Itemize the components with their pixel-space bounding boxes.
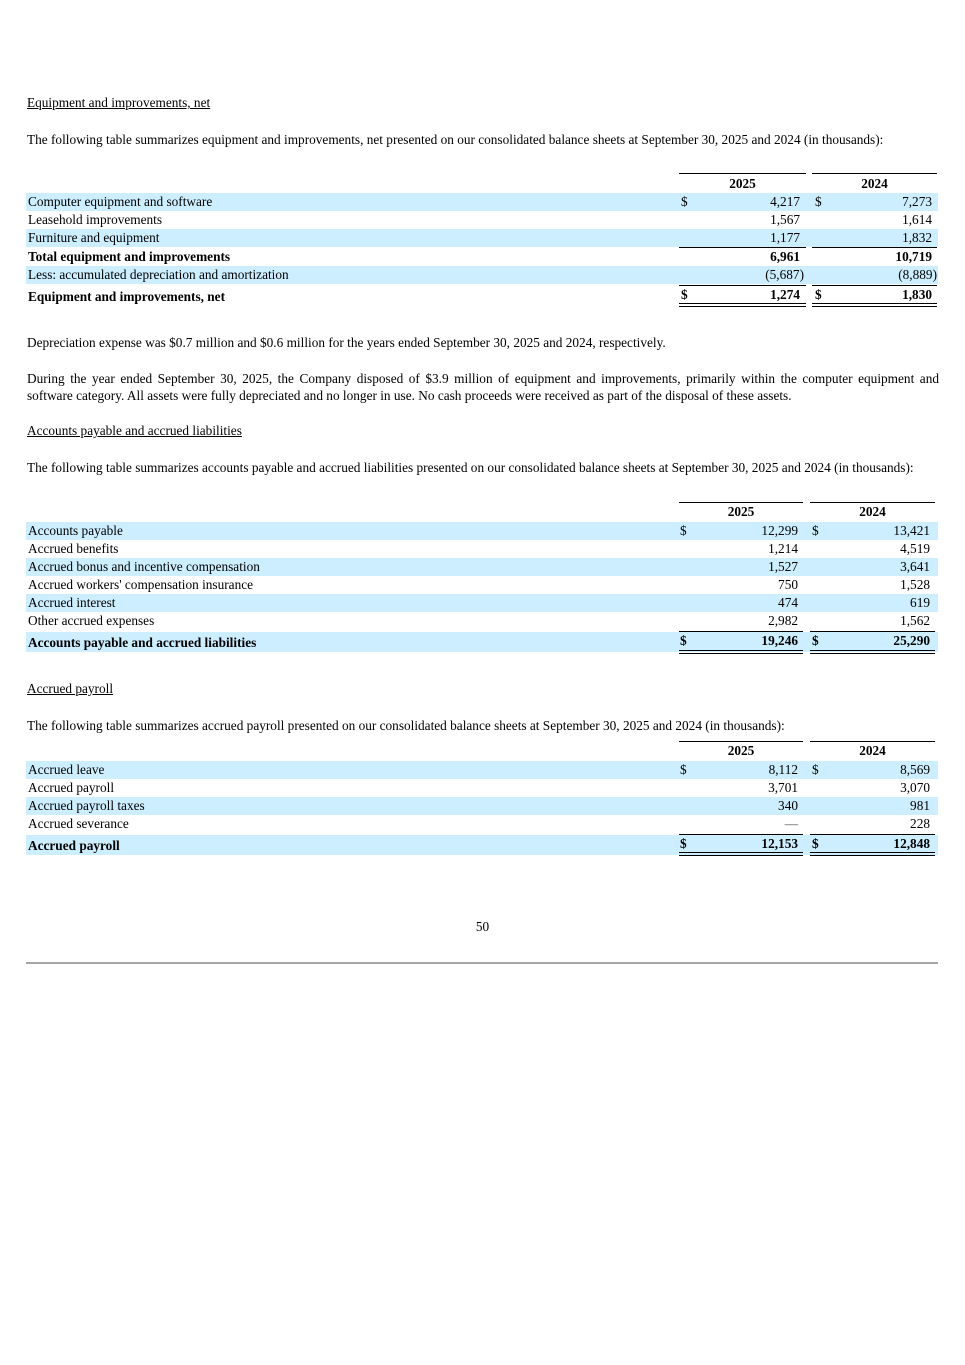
row-label: Total equipment and improvements bbox=[28, 249, 231, 264]
table-row bbox=[26, 612, 938, 630]
value-2024: 1,528 bbox=[900, 577, 930, 592]
value-2025: 12,299 bbox=[761, 523, 798, 538]
dollar-sign: $ bbox=[812, 836, 819, 851]
column-header-2025: 2025 bbox=[729, 176, 756, 191]
section-heading-equipment: Equipment and improvements, net bbox=[27, 95, 211, 110]
row-label: Accounts payable bbox=[28, 523, 123, 538]
row-label: Accrued leave bbox=[28, 762, 105, 777]
row-label: Equipment and improvements, net bbox=[28, 289, 226, 304]
value-2025: 6,961 bbox=[770, 249, 800, 264]
accounts-payable-intro-paragraph: The following table summarizes accounts payable and accrued liabilities presented on our consolidated balance sheets at September 30, 2025 and 2024 (in thousands): bbox=[27, 460, 914, 475]
value-2025: 1,177 bbox=[770, 230, 800, 245]
header-rule-2024 bbox=[812, 173, 937, 174]
row-label: Accrued payroll taxes bbox=[28, 798, 145, 813]
equipment-intro-paragraph: The following table summarizes equipment and improvements, net presented on our consolidated balance sheets at September 30, 2025 and 2024 (in thousands): bbox=[27, 132, 884, 147]
dollar-sign: $ bbox=[812, 762, 819, 777]
total-double-rule-2025 bbox=[679, 303, 806, 307]
header-rule-2024 bbox=[810, 502, 935, 503]
value-2024: 8,569 bbox=[900, 762, 930, 777]
dollar-sign: $ bbox=[680, 523, 687, 538]
value-2024: 1,832 bbox=[902, 230, 932, 245]
table-row bbox=[26, 815, 938, 833]
column-header-2024: 2024 bbox=[859, 743, 886, 758]
total-double-rule-2024 bbox=[812, 303, 937, 307]
dollar-sign: $ bbox=[681, 194, 688, 209]
row-label: Accrued interest bbox=[28, 595, 116, 610]
row-label: Furniture and equipment bbox=[28, 230, 160, 245]
value-2025: 474 bbox=[778, 595, 798, 610]
table-row bbox=[26, 761, 938, 779]
value-2025: 750 bbox=[778, 577, 798, 592]
column-header-2025: 2025 bbox=[727, 743, 755, 758]
total-double-rule-2025 bbox=[679, 650, 803, 654]
value-2024: 3,641 bbox=[900, 559, 930, 574]
accrued-payroll-intro-paragraph: The following table summarizes accrued payroll presented on our consolidated balance sheets at September 30, 2025 and 2024 (in thousands): bbox=[27, 718, 785, 733]
row-label: Accrued payroll bbox=[28, 838, 120, 853]
value-2024: 1,614 bbox=[902, 212, 932, 227]
value-2025: 2,982 bbox=[768, 613, 798, 628]
disposal-note: During the year ended September 30, 2025, the Company disposed of $3.9 million of equipment and improvements, primarily within the computer equipment and software category. All assets were fully depreciated and no longer in use. No cash proceeds were received as part of the disposal of these assets. bbox=[27, 371, 939, 403]
dollar-sign: $ bbox=[680, 836, 687, 851]
total-double-rule-2024 bbox=[810, 650, 935, 654]
table-row bbox=[26, 779, 938, 797]
table-row bbox=[26, 594, 938, 612]
dollar-sign: $ bbox=[680, 762, 687, 777]
value-2024: 619 bbox=[910, 595, 930, 610]
dollar-sign: $ bbox=[681, 287, 688, 302]
table-row bbox=[26, 576, 938, 594]
row-label: Accrued payroll bbox=[28, 780, 115, 795]
row-label: Leasehold improvements bbox=[28, 212, 163, 227]
depreciation-note: Depreciation expense was $0.7 million and $0.6 million for the years ended September 30, 2025 and 2024, respectively. bbox=[27, 335, 666, 350]
value-2025: 8,112 bbox=[768, 762, 798, 777]
table-row bbox=[26, 797, 938, 815]
total-double-rule-2025 bbox=[679, 852, 803, 856]
table-row bbox=[26, 540, 938, 558]
value-2024: 1,562 bbox=[900, 613, 930, 628]
dollar-sign: $ bbox=[812, 633, 819, 648]
value-2024: 12,848 bbox=[893, 836, 930, 851]
header-rule-2024 bbox=[810, 741, 935, 742]
header-rule-2025 bbox=[679, 173, 806, 174]
section-heading-accounts-payable: Accounts payable and accrued liabilities bbox=[27, 423, 242, 438]
table-row bbox=[26, 229, 938, 247]
table-row bbox=[26, 211, 938, 229]
value-2024: (8,889) bbox=[898, 267, 937, 282]
value-2024: 3,070 bbox=[900, 780, 930, 795]
value-2025: 4,217 bbox=[770, 194, 800, 209]
table-row bbox=[26, 522, 938, 540]
value-2025: 1,567 bbox=[770, 212, 800, 227]
table-row bbox=[26, 193, 938, 211]
dollar-sign: $ bbox=[680, 633, 687, 648]
table-row bbox=[26, 632, 938, 652]
value-2025: 3,701 bbox=[768, 780, 798, 795]
table-row bbox=[26, 558, 938, 576]
value-2025: 1,274 bbox=[770, 287, 800, 302]
row-label: Accounts payable and accrued liabilities bbox=[28, 635, 257, 650]
footer-divider bbox=[26, 962, 938, 964]
value-2025: 1,527 bbox=[768, 559, 798, 574]
value-2025: 1,214 bbox=[768, 541, 798, 556]
value-2025: 19,246 bbox=[761, 633, 798, 648]
value-2025: — bbox=[784, 816, 798, 831]
value-2025: 340 bbox=[778, 798, 798, 813]
dollar-sign: $ bbox=[815, 287, 822, 302]
row-label: Less: accumulated depreciation and amortization bbox=[28, 267, 289, 282]
value-2024: 7,273 bbox=[902, 194, 932, 209]
value-2024: 228 bbox=[910, 816, 930, 831]
page-number: 50 bbox=[475, 919, 490, 934]
header-rule-2025 bbox=[679, 502, 803, 503]
row-label: Other accrued expenses bbox=[28, 613, 155, 628]
table-row bbox=[26, 248, 938, 266]
total-double-rule-2024 bbox=[810, 852, 935, 856]
value-2024: 10,719 bbox=[895, 249, 932, 264]
column-header-2024: 2024 bbox=[859, 504, 886, 519]
row-label: Accrued bonus and incentive compensation bbox=[28, 559, 260, 574]
header-rule-2025 bbox=[679, 741, 803, 742]
column-header-2025: 2025 bbox=[727, 504, 755, 519]
value-2025: 12,153 bbox=[761, 836, 798, 851]
row-label: Accrued severance bbox=[28, 816, 129, 831]
value-2024: 981 bbox=[910, 798, 930, 813]
dollar-sign: $ bbox=[815, 194, 822, 209]
section-heading-accrued-payroll: Accrued payroll bbox=[27, 681, 114, 696]
row-label: Computer equipment and software bbox=[28, 194, 213, 209]
row-label: Accrued workers' compensation insurance bbox=[28, 577, 254, 592]
value-2024: 25,290 bbox=[893, 633, 930, 648]
table-row bbox=[26, 266, 938, 284]
row-label: Accrued benefits bbox=[28, 541, 119, 556]
value-2025: (5,687) bbox=[765, 267, 804, 282]
column-header-2024: 2024 bbox=[861, 176, 888, 191]
value-2024: 1,830 bbox=[902, 287, 932, 302]
value-2024: 4,519 bbox=[900, 541, 930, 556]
value-2024: 13,421 bbox=[893, 523, 930, 538]
dollar-sign: $ bbox=[812, 523, 819, 538]
